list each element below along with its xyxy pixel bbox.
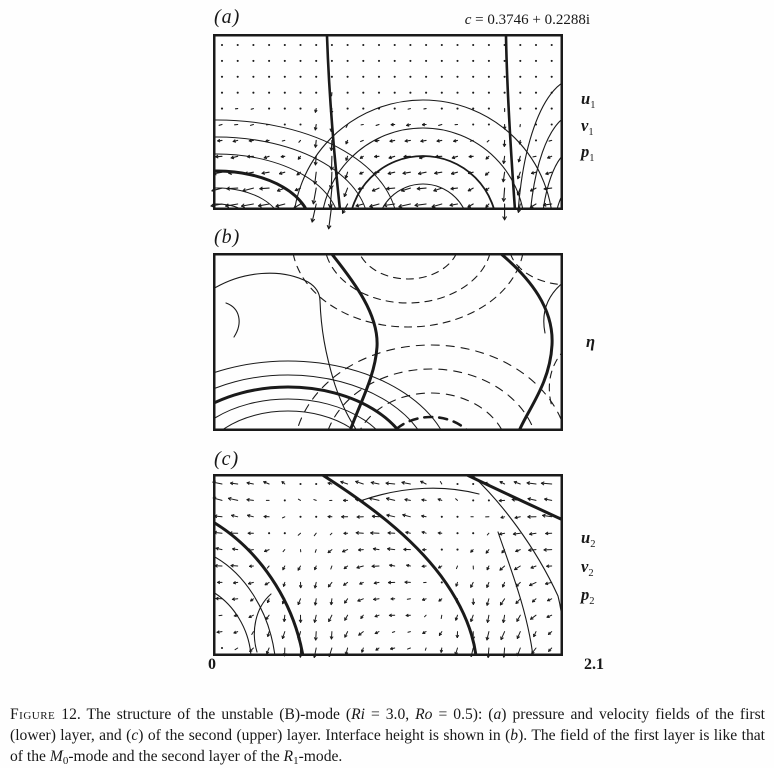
caption-segment: ). The field of the first layer is like that of the [10,726,765,765]
caption-segment: Ri [351,705,365,723]
figure-caption [10,704,765,768]
caption-segment: M [49,748,63,765]
side-label-eta: η [586,332,596,351]
caption-segment: 1 [293,755,299,767]
caption-segment: b [510,726,519,744]
eigenvalue-label: c = 0.3746 + 0.2288i [464,12,590,28]
panel-c-plot [213,474,563,664]
caption-segment: 12. The structure of the unstable (B)-mode ( [55,705,352,723]
caption-segment: ) pressure and velocity fields of the first (lower) layer, and ( [10,705,765,744]
panel-c-vector-field [213,474,563,664]
side-label-p1: $p_1$ [581,142,595,164]
panel-a-vector-field [213,34,563,244]
caption-segment: c [131,726,139,744]
panel-a-label: (a) [214,6,241,28]
caption-segment: = 0.5): ( [432,705,494,723]
caption-segment: Figure [10,705,56,723]
x-axis-label-right: 2.1 [584,656,604,673]
panel-b-contour-plot [213,253,563,439]
panel-b-plot [213,253,563,439]
caption-segment: -mode. [298,748,343,765]
x-axis-label-left: 0 [208,656,216,673]
panel-b-label: (b) [214,226,241,248]
caption-segment: Ro [415,705,433,723]
panel-c-label: (c) [214,448,240,470]
side-label-v2: $v_2$ [581,557,594,579]
caption-segment: ) of the second (upper) layer. Interface height is shown in ( [138,726,511,744]
panel-a-plot [213,34,563,244]
side-label-p2: $p_2$ [581,585,595,607]
side-label-u2: $u_2$ [581,528,596,550]
caption-segment: -mode and the second layer of the [68,748,284,765]
caption-segment: a [493,705,502,723]
caption-segment: = 3.0, [364,705,416,723]
side-label-u1: $u_1$ [581,89,596,111]
side-label-v1: $v_1$ [581,116,594,138]
caption-segment: R [283,748,294,765]
caption-segment: 0 [62,755,69,767]
